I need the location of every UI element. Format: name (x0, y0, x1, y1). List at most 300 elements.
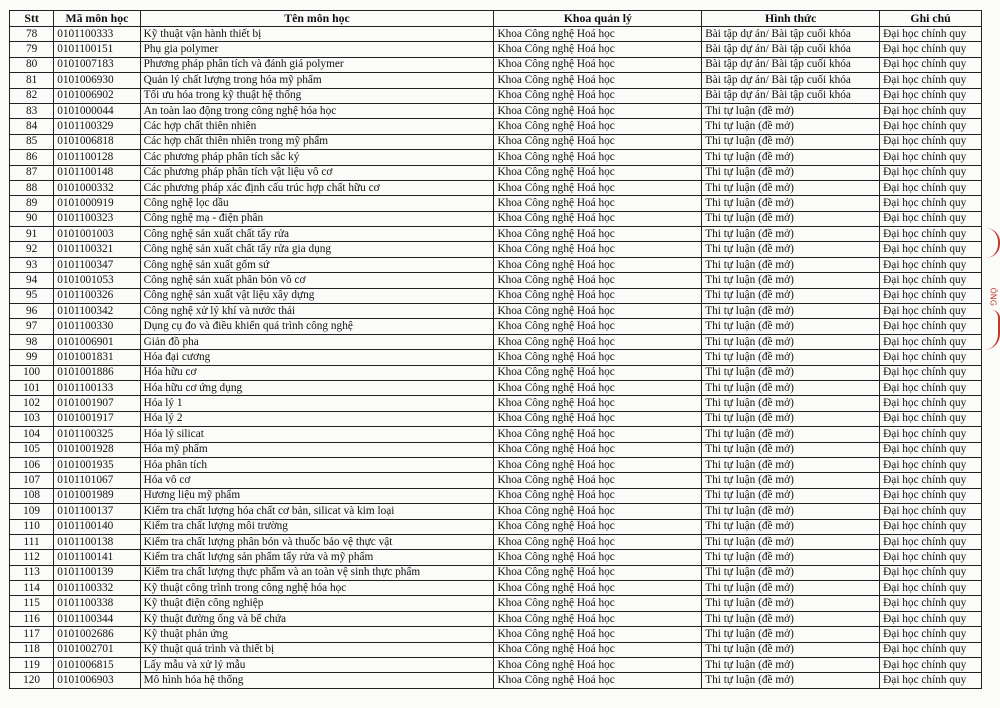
cell-stt: 78 (10, 27, 54, 42)
table-row (10, 642, 982, 657)
cell-name: Mô hình hóa hệ thống (140, 673, 494, 688)
cell-dept: Khoa Công nghệ Hoá học (494, 273, 702, 288)
cell-form: Thi tự luận (đề mở) (702, 550, 880, 565)
header-name: Tên môn học (140, 11, 494, 27)
cell-stt: 110 (10, 519, 54, 534)
table-header-row (10, 11, 982, 27)
cell-dept: Khoa Công nghệ Hoá học (494, 304, 702, 319)
cell-form: Thi tự luận (đề mở) (702, 196, 880, 211)
cell-stt: 92 (10, 242, 54, 257)
cell-code: 0101100139 (54, 565, 140, 580)
cell-name: Kỹ thuật điện công nghiệp (140, 596, 494, 611)
cell-stt: 97 (10, 319, 54, 334)
cell-form: Thi tự luận (đề mở) (702, 365, 880, 380)
cell-stt: 88 (10, 180, 54, 195)
cell-stt: 105 (10, 442, 54, 457)
cell-dept: Khoa Công nghệ Hoá học (494, 627, 702, 642)
table-row (10, 596, 982, 611)
table-row (10, 473, 982, 488)
cell-dept: Khoa Công nghệ Hoá học (494, 88, 702, 103)
cell-stt: 82 (10, 88, 54, 103)
cell-note: Đại học chính quy (880, 273, 982, 288)
cell-note: Đại học chính quy (880, 565, 982, 580)
cell-name: Công nghệ lọc dầu (140, 196, 494, 211)
cell-note: Đại học chính quy (880, 304, 982, 319)
cell-stt: 87 (10, 165, 54, 180)
cell-code: 0101001053 (54, 273, 140, 288)
cell-stt: 119 (10, 658, 54, 673)
cell-code: 0101001928 (54, 442, 140, 457)
table-row (10, 103, 982, 118)
table-row (10, 227, 982, 242)
cell-note: Đại học chính quy (880, 596, 982, 611)
cell-stt: 85 (10, 134, 54, 149)
table-row (10, 288, 982, 303)
cell-dept: Khoa Công nghệ Hoá học (494, 396, 702, 411)
table-row (10, 411, 982, 426)
cell-code: 0101002701 (54, 642, 140, 657)
cell-form: Thi tự luận (đề mở) (702, 134, 880, 149)
document-page (9, 10, 982, 689)
cell-note: Đại học chính quy (880, 504, 982, 519)
table-row (10, 27, 982, 42)
cell-note: Đại học chính quy (880, 534, 982, 549)
cell-dept: Khoa Công nghệ Hoá học (494, 457, 702, 472)
cell-dept: Khoa Công nghệ Hoá học (494, 411, 702, 426)
cell-form: Thi tự luận (đề mở) (702, 673, 880, 688)
cell-form: Bài tập dự án/ Bài tập cuối khóa (702, 57, 880, 72)
cell-note: Đại học chính quy (880, 550, 982, 565)
cell-note: Đại học chính quy (880, 180, 982, 195)
table-row (10, 257, 982, 272)
cell-name: Kỹ thuật đường ống và bể chứa (140, 611, 494, 626)
cell-code: 0101001935 (54, 457, 140, 472)
table-row (10, 319, 982, 334)
table-row (10, 73, 982, 88)
cell-code: 0101000332 (54, 180, 140, 195)
cell-code: 0101000044 (54, 103, 140, 118)
cell-note: Đại học chính quy (880, 658, 982, 673)
cell-note: Đại học chính quy (880, 288, 982, 303)
cell-stt: 93 (10, 257, 54, 272)
cell-dept: Khoa Công nghệ Hoá học (494, 488, 702, 503)
cell-form: Thi tự luận (đề mở) (702, 627, 880, 642)
table-row (10, 350, 982, 365)
header-stt: Stt (10, 11, 54, 27)
cell-dept: Khoa Công nghệ Hoá học (494, 642, 702, 657)
cell-stt: 115 (10, 596, 54, 611)
cell-form: Thi tự luận (đề mở) (702, 658, 880, 673)
cell-code: 0101100140 (54, 519, 140, 534)
cell-name: Hóa đại cương (140, 350, 494, 365)
cell-stt: 109 (10, 504, 54, 519)
cell-code: 0101001003 (54, 227, 140, 242)
cell-form: Thi tự luận (đề mở) (702, 242, 880, 257)
cell-form: Thi tự luận (đề mở) (702, 350, 880, 365)
cell-code: 0101001886 (54, 365, 140, 380)
cell-note: Đại học chính quy (880, 380, 982, 395)
cell-code: 0101101067 (54, 473, 140, 488)
cell-stt: 89 (10, 196, 54, 211)
cell-form: Thi tự luận (đề mở) (702, 457, 880, 472)
cell-name: Hóa lý 2 (140, 411, 494, 426)
cell-note: Đại học chính quy (880, 350, 982, 365)
table-row (10, 611, 982, 626)
header-dept: Khoa quản lý (494, 11, 702, 27)
cell-dept: Khoa Công nghệ Hoá học (494, 673, 702, 688)
cell-stt: 98 (10, 334, 54, 349)
cell-note: Đại học chính quy (880, 119, 982, 134)
cell-form: Thi tự luận (đề mở) (702, 411, 880, 426)
cell-name: Các hợp chất thiên nhiên trong mỹ phẩm (140, 134, 494, 149)
cell-stt: 79 (10, 42, 54, 57)
cell-form: Thi tự luận (đề mở) (702, 304, 880, 319)
cell-stt: 117 (10, 627, 54, 642)
cell-name: Công nghệ sản xuất vật liệu xây dựng (140, 288, 494, 303)
table-body (10, 27, 982, 689)
cell-stt: 103 (10, 411, 54, 426)
cell-dept: Khoa Công nghệ Hoá học (494, 658, 702, 673)
cell-stt: 80 (10, 57, 54, 72)
table-row (10, 504, 982, 519)
cell-name: Hóa mỹ phẩm (140, 442, 494, 457)
cell-name: Kỹ thuật công trình trong công nghệ hóa học (140, 581, 494, 596)
cell-dept: Khoa Công nghệ Hoá học (494, 581, 702, 596)
cell-form: Thi tự luận (đề mở) (702, 119, 880, 134)
cell-name: Các phương pháp phân tích sắc ký (140, 150, 494, 165)
table-row (10, 211, 982, 226)
cell-code: 0101100333 (54, 27, 140, 42)
cell-stt: 108 (10, 488, 54, 503)
cell-name: Các phương pháp xác định cấu trúc hợp chất hữu cơ (140, 180, 494, 195)
cell-form: Thi tự luận (đề mở) (702, 273, 880, 288)
cell-stt: 94 (10, 273, 54, 288)
cell-note: Đại học chính quy (880, 196, 982, 211)
cell-code: 0101100326 (54, 288, 140, 303)
course-table (9, 10, 982, 689)
cell-dept: Khoa Công nghệ Hoá học (494, 504, 702, 519)
table-row (10, 565, 982, 580)
cell-stt: 102 (10, 396, 54, 411)
cell-code: 0101100133 (54, 380, 140, 395)
table-row (10, 150, 982, 165)
cell-form: Thi tự luận (đề mở) (702, 504, 880, 519)
cell-dept: Khoa Công nghệ Hoá học (494, 350, 702, 365)
table-row (10, 196, 982, 211)
cell-form: Thi tự luận (đề mở) (702, 150, 880, 165)
table-row (10, 457, 982, 472)
cell-name: Kiểm tra chất lượng hóa chất cơ bản, silicat và kim loại (140, 504, 494, 519)
cell-stt: 96 (10, 304, 54, 319)
cell-note: Đại học chính quy (880, 42, 982, 57)
cell-name: Công nghệ xử lý khí và nước thải (140, 304, 494, 319)
cell-name: Tối ưu hóa trong kỹ thuật hệ thống (140, 88, 494, 103)
cell-code: 0101007183 (54, 57, 140, 72)
cell-dept: Khoa Công nghệ Hoá học (494, 134, 702, 149)
cell-stt: 107 (10, 473, 54, 488)
cell-note: Đại học chính quy (880, 488, 982, 503)
cell-note: Đại học chính quy (880, 165, 982, 180)
cell-dept: Khoa Công nghệ Hoá học (494, 334, 702, 349)
cell-stt: 101 (10, 380, 54, 395)
cell-name: Các hợp chất thiên nhiên (140, 119, 494, 134)
cell-stt: 106 (10, 457, 54, 472)
cell-name: Kiểm tra chất lượng sản phẩm tẩy rửa và mỹ phẩm (140, 550, 494, 565)
cell-dept: Khoa Công nghệ Hoá học (494, 103, 702, 118)
cell-form: Thi tự luận (đề mở) (702, 611, 880, 626)
cell-note: Đại học chính quy (880, 581, 982, 596)
cell-note: Đại học chính quy (880, 27, 982, 42)
cell-name: Dụng cụ đo và điều khiển quá trình công nghệ (140, 319, 494, 334)
cell-code: 0101100148 (54, 165, 140, 180)
header-code: Mã môn học (54, 11, 140, 27)
cell-name: Kỹ thuật vận hành thiết bị (140, 27, 494, 42)
cell-code: 0101100321 (54, 242, 140, 257)
table-row (10, 273, 982, 288)
cell-stt: 120 (10, 673, 54, 688)
cell-code: 0101100347 (54, 257, 140, 272)
cell-form: Thi tự luận (đề mở) (702, 257, 880, 272)
cell-code: 0101001917 (54, 411, 140, 426)
cell-code: 0101100141 (54, 550, 140, 565)
table-row (10, 119, 982, 134)
cell-dept: Khoa Công nghệ Hoá học (494, 365, 702, 380)
cell-dept: Khoa Công nghệ Hoá học (494, 257, 702, 272)
cell-name: Kiểm tra chất lượng thực phẩm và an toàn vệ sinh thực phẩm (140, 565, 494, 580)
cell-name: Hóa hữu cơ ứng dụng (140, 380, 494, 395)
table-row (10, 134, 982, 149)
cell-name: An toàn lao động trong công nghệ hóa học (140, 103, 494, 118)
cell-note: Đại học chính quy (880, 242, 982, 257)
cell-name: Lấy mẫu và xử lý mẫu (140, 658, 494, 673)
cell-form: Thi tự luận (đề mở) (702, 334, 880, 349)
cell-code: 0101000919 (54, 196, 140, 211)
red-pen-mark (984, 228, 1000, 258)
cell-code: 0101100325 (54, 427, 140, 442)
cell-code: 0101006815 (54, 658, 140, 673)
cell-stt: 113 (10, 565, 54, 580)
table-row (10, 57, 982, 72)
cell-name: Kiểm tra chất lượng phân bón và thuốc bảo vệ thực vật (140, 534, 494, 549)
cell-form: Thi tự luận (đề mở) (702, 227, 880, 242)
cell-dept: Khoa Công nghệ Hoá học (494, 473, 702, 488)
table-row (10, 165, 982, 180)
cell-dept: Khoa Công nghệ Hoá học (494, 196, 702, 211)
cell-code: 0101006903 (54, 673, 140, 688)
cell-stt: 100 (10, 365, 54, 380)
cell-form: Thi tự luận (đề mở) (702, 442, 880, 457)
cell-dept: Khoa Công nghệ Hoá học (494, 380, 702, 395)
table-row (10, 334, 982, 349)
cell-code: 0101100344 (54, 611, 140, 626)
cell-code: 0101006901 (54, 334, 140, 349)
cell-stt: 81 (10, 73, 54, 88)
cell-code: 0101100330 (54, 319, 140, 334)
table-row (10, 673, 982, 688)
cell-note: Đại học chính quy (880, 227, 982, 242)
cell-code: 0101100137 (54, 504, 140, 519)
cell-dept: Khoa Công nghệ Hoá học (494, 427, 702, 442)
cell-code: 0101006930 (54, 73, 140, 88)
cell-stt: 95 (10, 288, 54, 303)
table-row (10, 519, 982, 534)
cell-code: 0101006902 (54, 88, 140, 103)
cell-code: 0101100338 (54, 596, 140, 611)
cell-note: Đại học chính quy (880, 442, 982, 457)
header-form: Hình thức (702, 11, 880, 27)
cell-name: Hóa phân tích (140, 457, 494, 472)
table-row (10, 658, 982, 673)
table-row (10, 88, 982, 103)
cell-form: Thi tự luận (đề mở) (702, 488, 880, 503)
cell-stt: 116 (10, 611, 54, 626)
cell-form: Thi tự luận (đề mở) (702, 380, 880, 395)
cell-dept: Khoa Công nghệ Hoá học (494, 565, 702, 580)
cell-note: Đại học chính quy (880, 73, 982, 88)
cell-name: Hóa hữu cơ (140, 365, 494, 380)
table-row (10, 242, 982, 257)
table-row (10, 627, 982, 642)
cell-note: Đại học chính quy (880, 211, 982, 226)
cell-note: Đại học chính quy (880, 134, 982, 149)
cell-dept: Khoa Công nghệ Hoá học (494, 534, 702, 549)
cell-name: Hóa lý 1 (140, 396, 494, 411)
cell-dept: Khoa Công nghệ Hoá học (494, 227, 702, 242)
cell-note: Đại học chính quy (880, 673, 982, 688)
table-row (10, 396, 982, 411)
cell-dept: Khoa Công nghệ Hoá học (494, 73, 702, 88)
cell-stt: 83 (10, 103, 54, 118)
cell-stt: 104 (10, 427, 54, 442)
cell-stt: 112 (10, 550, 54, 565)
cell-form: Thi tự luận (đề mở) (702, 596, 880, 611)
cell-dept: Khoa Công nghệ Hoá học (494, 211, 702, 226)
cell-name: Các phương pháp phân tích vật liệu vô cơ (140, 165, 494, 180)
cell-code: 0101100128 (54, 150, 140, 165)
red-pen-mark (984, 310, 1000, 350)
cell-stt: 86 (10, 150, 54, 165)
cell-note: Đại học chính quy (880, 642, 982, 657)
cell-name: Công nghệ sản xuất gốm sứ (140, 257, 494, 272)
cell-dept: Khoa Công nghệ Hoá học (494, 550, 702, 565)
cell-form: Thi tự luận (đề mở) (702, 519, 880, 534)
cell-code: 0101001907 (54, 396, 140, 411)
table-row (10, 534, 982, 549)
cell-name: Giản đồ pha (140, 334, 494, 349)
table-row (10, 380, 982, 395)
cell-name: Công nghệ mạ - điện phân (140, 211, 494, 226)
cell-name: Kỹ thuật phản ứng (140, 627, 494, 642)
cell-dept: Khoa Công nghệ Hoá học (494, 119, 702, 134)
cell-name: Quản lý chất lượng trong hóa mỹ phẩm (140, 73, 494, 88)
cell-dept: Khoa Công nghệ Hoá học (494, 596, 702, 611)
cell-name: Hóa lý silicat (140, 427, 494, 442)
cell-code: 0101100342 (54, 304, 140, 319)
cell-name: Phương pháp phân tích và đánh giá polymer (140, 57, 494, 72)
cell-note: Đại học chính quy (880, 427, 982, 442)
table-row (10, 550, 982, 565)
cell-note: Đại học chính quy (880, 365, 982, 380)
cell-note: Đại học chính quy (880, 88, 982, 103)
stamp-fragment: ÔNG (988, 287, 998, 306)
cell-form: Thi tự luận (đề mở) (702, 581, 880, 596)
cell-form: Thi tự luận (đề mở) (702, 288, 880, 303)
table-row (10, 180, 982, 195)
cell-form: Thi tự luận (đề mở) (702, 319, 880, 334)
cell-stt: 84 (10, 119, 54, 134)
cell-code: 0101001831 (54, 350, 140, 365)
cell-form: Thi tự luận (đề mở) (702, 534, 880, 549)
cell-note: Đại học chính quy (880, 150, 982, 165)
cell-form: Thi tự luận (đề mở) (702, 565, 880, 580)
cell-code: 0101100332 (54, 581, 140, 596)
cell-note: Đại học chính quy (880, 611, 982, 626)
cell-dept: Khoa Công nghệ Hoá học (494, 319, 702, 334)
cell-dept: Khoa Công nghệ Hoá học (494, 519, 702, 534)
cell-code: 0101100151 (54, 42, 140, 57)
cell-note: Đại học chính quy (880, 411, 982, 426)
table-row (10, 442, 982, 457)
header-note: Ghi chú (880, 11, 982, 27)
cell-code: 0101100323 (54, 211, 140, 226)
cell-form: Thi tự luận (đề mở) (702, 642, 880, 657)
cell-form: Thi tự luận (đề mở) (702, 211, 880, 226)
cell-note: Đại học chính quy (880, 473, 982, 488)
cell-note: Đại học chính quy (880, 57, 982, 72)
cell-dept: Khoa Công nghệ Hoá học (494, 27, 702, 42)
cell-note: Đại học chính quy (880, 103, 982, 118)
cell-code: 0101002686 (54, 627, 140, 642)
table-row (10, 581, 982, 596)
cell-code: 0101100329 (54, 119, 140, 134)
table-row (10, 304, 982, 319)
cell-stt: 111 (10, 534, 54, 549)
cell-note: Đại học chính quy (880, 627, 982, 642)
cell-dept: Khoa Công nghệ Hoá học (494, 57, 702, 72)
table-row (10, 488, 982, 503)
cell-note: Đại học chính quy (880, 396, 982, 411)
cell-name: Công nghệ sản xuất chất tẩy rửa gia dụng (140, 242, 494, 257)
cell-name: Phụ gia polymer (140, 42, 494, 57)
cell-dept: Khoa Công nghệ Hoá học (494, 42, 702, 57)
cell-dept: Khoa Công nghệ Hoá học (494, 288, 702, 303)
cell-form: Bài tập dự án/ Bài tập cuối khóa (702, 42, 880, 57)
cell-dept: Khoa Công nghệ Hoá học (494, 242, 702, 257)
cell-name: Công nghệ sản xuất chất tẩy rửa (140, 227, 494, 242)
cell-form: Thi tự luận (đề mở) (702, 180, 880, 195)
cell-note: Đại học chính quy (880, 257, 982, 272)
cell-dept: Khoa Công nghệ Hoá học (494, 442, 702, 457)
cell-form: Thi tự luận (đề mở) (702, 427, 880, 442)
table-row (10, 427, 982, 442)
cell-code: 0101001989 (54, 488, 140, 503)
cell-dept: Khoa Công nghệ Hoá học (494, 150, 702, 165)
cell-stt: 114 (10, 581, 54, 596)
cell-note: Đại học chính quy (880, 334, 982, 349)
cell-note: Đại học chính quy (880, 457, 982, 472)
cell-form: Bài tập dự án/ Bài tập cuối khóa (702, 73, 880, 88)
table-row (10, 365, 982, 380)
cell-dept: Khoa Công nghệ Hoá học (494, 611, 702, 626)
cell-code: 0101100138 (54, 534, 140, 549)
cell-code: 0101006818 (54, 134, 140, 149)
cell-name: Kiểm tra chất lượng môi trường (140, 519, 494, 534)
cell-stt: 91 (10, 227, 54, 242)
cell-stt: 118 (10, 642, 54, 657)
cell-stt: 99 (10, 350, 54, 365)
table-row (10, 42, 982, 57)
cell-form: Thi tự luận (đề mở) (702, 473, 880, 488)
